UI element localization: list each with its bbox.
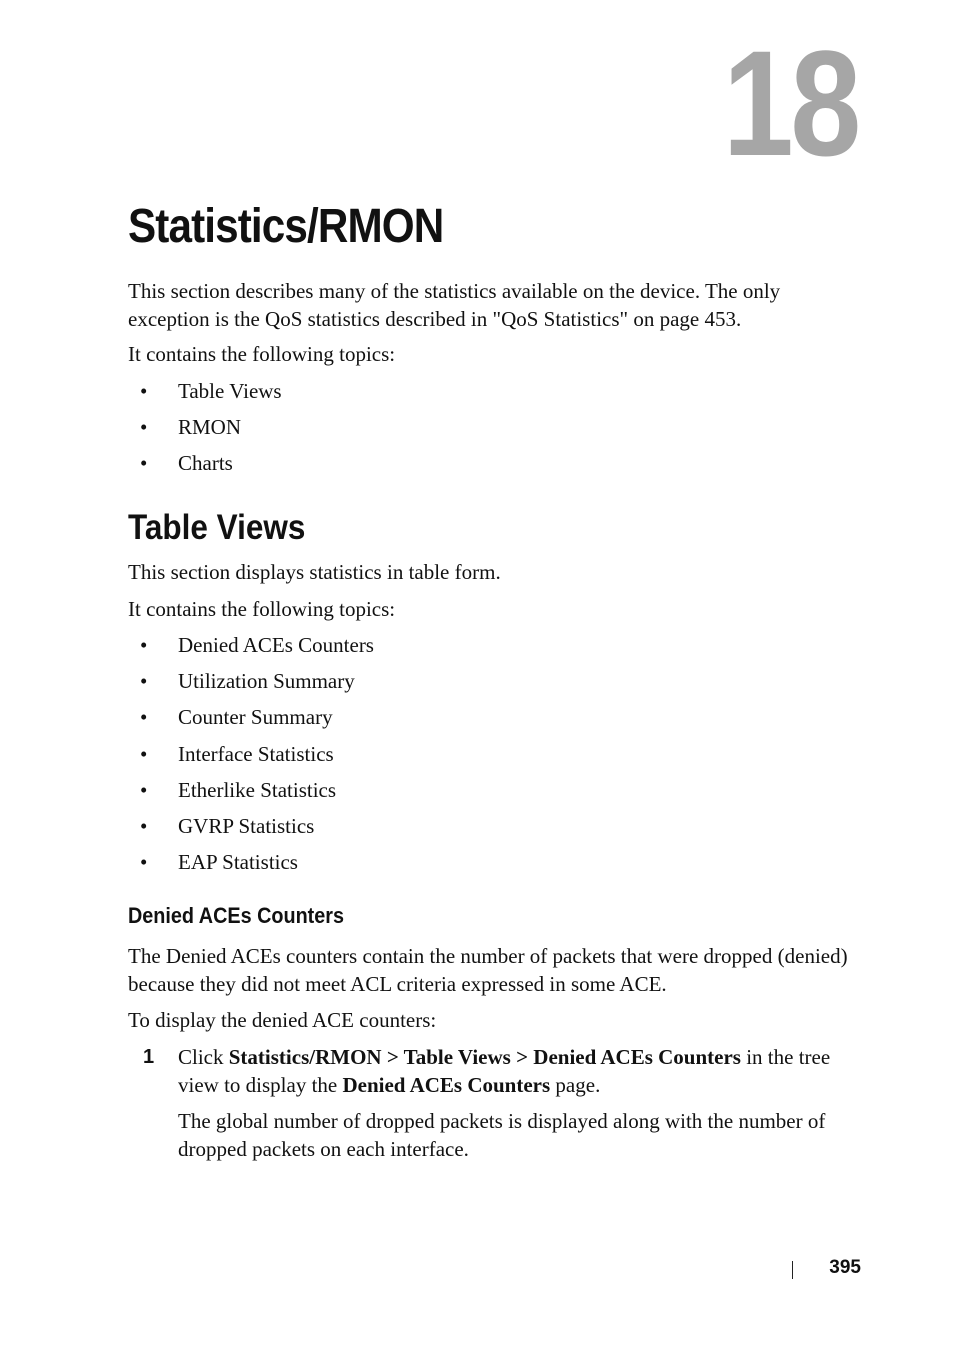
list-item-label: RMON — [178, 415, 242, 440]
chapter-number: 18 — [722, 19, 858, 187]
bullet-icon: • — [140, 850, 148, 875]
page-name: Denied ACEs Counters — [342, 1073, 551, 1097]
bullet-icon: • — [140, 705, 148, 730]
list-item-label: Denied ACEs Counters — [178, 633, 374, 657]
step-middle: in the tree view to display the — [178, 1045, 831, 1097]
list-item-label: Counter Summary — [178, 705, 333, 730]
bullet-icon: • — [140, 415, 148, 440]
subsection-paragraph: The Denied ACEs counters contain the number of packets that were dropped (denied) because they did not meet ACL criteria expressed in some ACE. — [128, 944, 848, 996]
bullet-icon: • — [140, 777, 148, 802]
list-item-label: Utilization Summary — [178, 669, 355, 694]
procedure-lead: To display the denied ACE counters: — [128, 1008, 437, 1032]
section-paragraph: This section displays statistics in table form. — [128, 560, 501, 584]
section-topics-lead: It contains the following topics: — [128, 597, 396, 621]
list-item-label: GVRP Statistics — [178, 813, 315, 838]
section-title: Table Views — [128, 508, 306, 547]
bullet-icon: • — [140, 379, 148, 403]
list-item-label: Etherlike Statistics — [178, 777, 337, 802]
list-item-label: Interface Statistics — [178, 741, 334, 766]
menu-path: Statistics/RMON > Table Views > Denied ACEs Counters — [228, 1045, 741, 1069]
step-prefix: Click — [178, 1045, 229, 1069]
bullet-icon: • — [140, 633, 148, 657]
list-item-label: Charts — [178, 451, 233, 476]
list-item-label: EAP Statistics — [178, 850, 298, 875]
subsection-title: Denied ACEs Counters — [128, 903, 345, 928]
step-text — [178, 1043, 868, 1099]
footer-divider — [792, 1261, 793, 1279]
bullet-icon: • — [140, 741, 148, 766]
bullet-icon: • — [140, 813, 148, 838]
list-item-label: Table Views — [178, 379, 282, 403]
step-note: The global number of dropped packets is displayed along with the number of dropped packets on each interface. — [178, 1109, 826, 1161]
bullet-icon: • — [140, 451, 148, 476]
bullet-icon: • — [140, 669, 148, 694]
chapter-title: Statistics/RMON — [128, 200, 444, 253]
step-number: 1 — [143, 1046, 155, 1068]
intro-paragraph: This section describes many of the statistics available on the device. The only exception is the QoS statistics described in "QoS Statistics" on page 453. — [128, 279, 781, 331]
step-suffix: page. — [550, 1073, 601, 1097]
intro-topics-lead: It contains the following topics: — [128, 342, 396, 366]
page-number: 395 — [829, 1257, 861, 1278]
